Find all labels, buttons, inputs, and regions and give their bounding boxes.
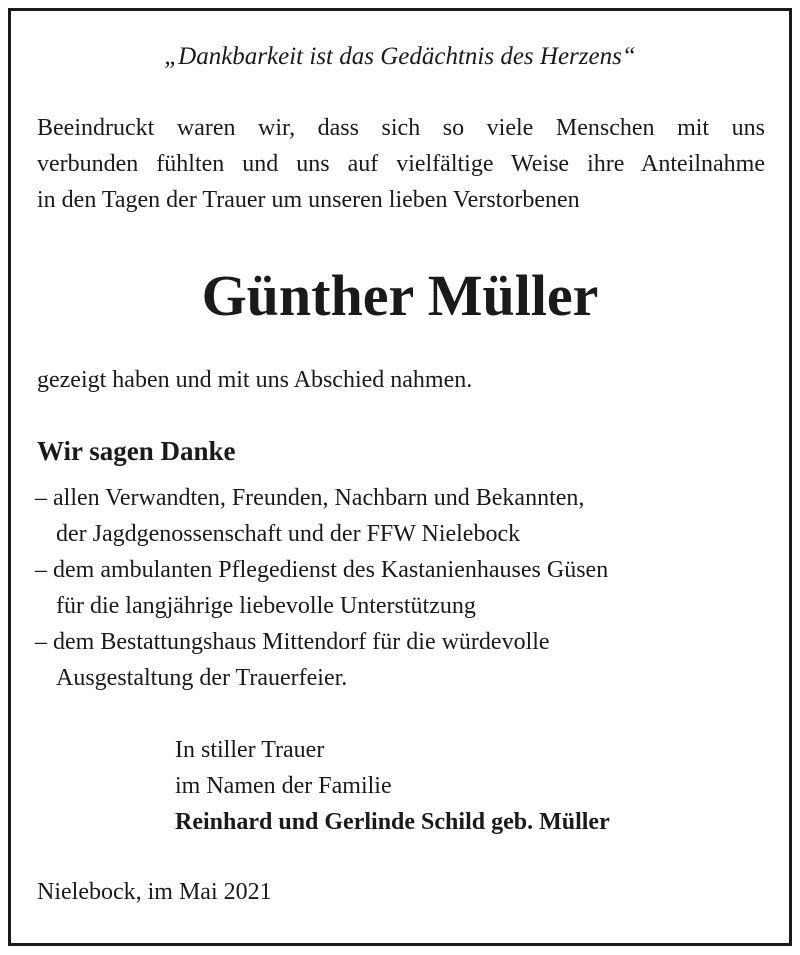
family-names: Reinhard und Gerlinde Schild geb. Müller	[175, 809, 610, 835]
signature-line-1: In stiller Trauer	[175, 737, 325, 763]
place-date: Nielebock, im Mai 2021	[37, 879, 272, 905]
intro-line-3: in den Tagen der Trauer um unseren lieben Verstorbenen	[37, 187, 580, 213]
intro-line-2: verbunden fühlten und uns auf vielfältige Weise ihre Anteilnahme	[37, 151, 765, 177]
thanks-item-3-line-1: – dem Bestattungshaus Mittendorf für die würdevolle	[35, 629, 550, 655]
signature-line-2: im Namen der Familie	[175, 773, 392, 799]
intro-line-1: Beeindruckt waren wir, dass sich so viele Menschen mit uns	[37, 115, 765, 141]
motto-quote: „Dankbarkeit ist das Gedächtnis des Herzens“	[164, 43, 636, 70]
deceased-name: Günther Müller	[201, 263, 599, 328]
thanks-list	[35, 480, 608, 696]
thanks-item-3-line-2: Ausgestaltung der Trauerfeier.	[56, 665, 348, 691]
signature-block	[175, 732, 610, 840]
farewell-text: gezeigt haben und mit uns Abschied nahmen.	[37, 367, 473, 393]
thanks-item-1-line-1: – allen Verwandten, Freunden, Nachbarn und Bekannten,	[35, 485, 585, 511]
thanks-item-2-line-1: – dem ambulanten Pflegedienst des Kastanienhauses Güsen	[35, 557, 609, 583]
thanks-item-1-line-2: der Jagdgenossenschaft und der FFW Nielebock	[56, 521, 521, 547]
intro-paragraph	[37, 110, 765, 218]
thanks-heading: Wir sagen Danke	[37, 436, 236, 466]
thanks-item-2-line-2: für die langjährige liebevolle Unterstützung	[56, 593, 476, 619]
